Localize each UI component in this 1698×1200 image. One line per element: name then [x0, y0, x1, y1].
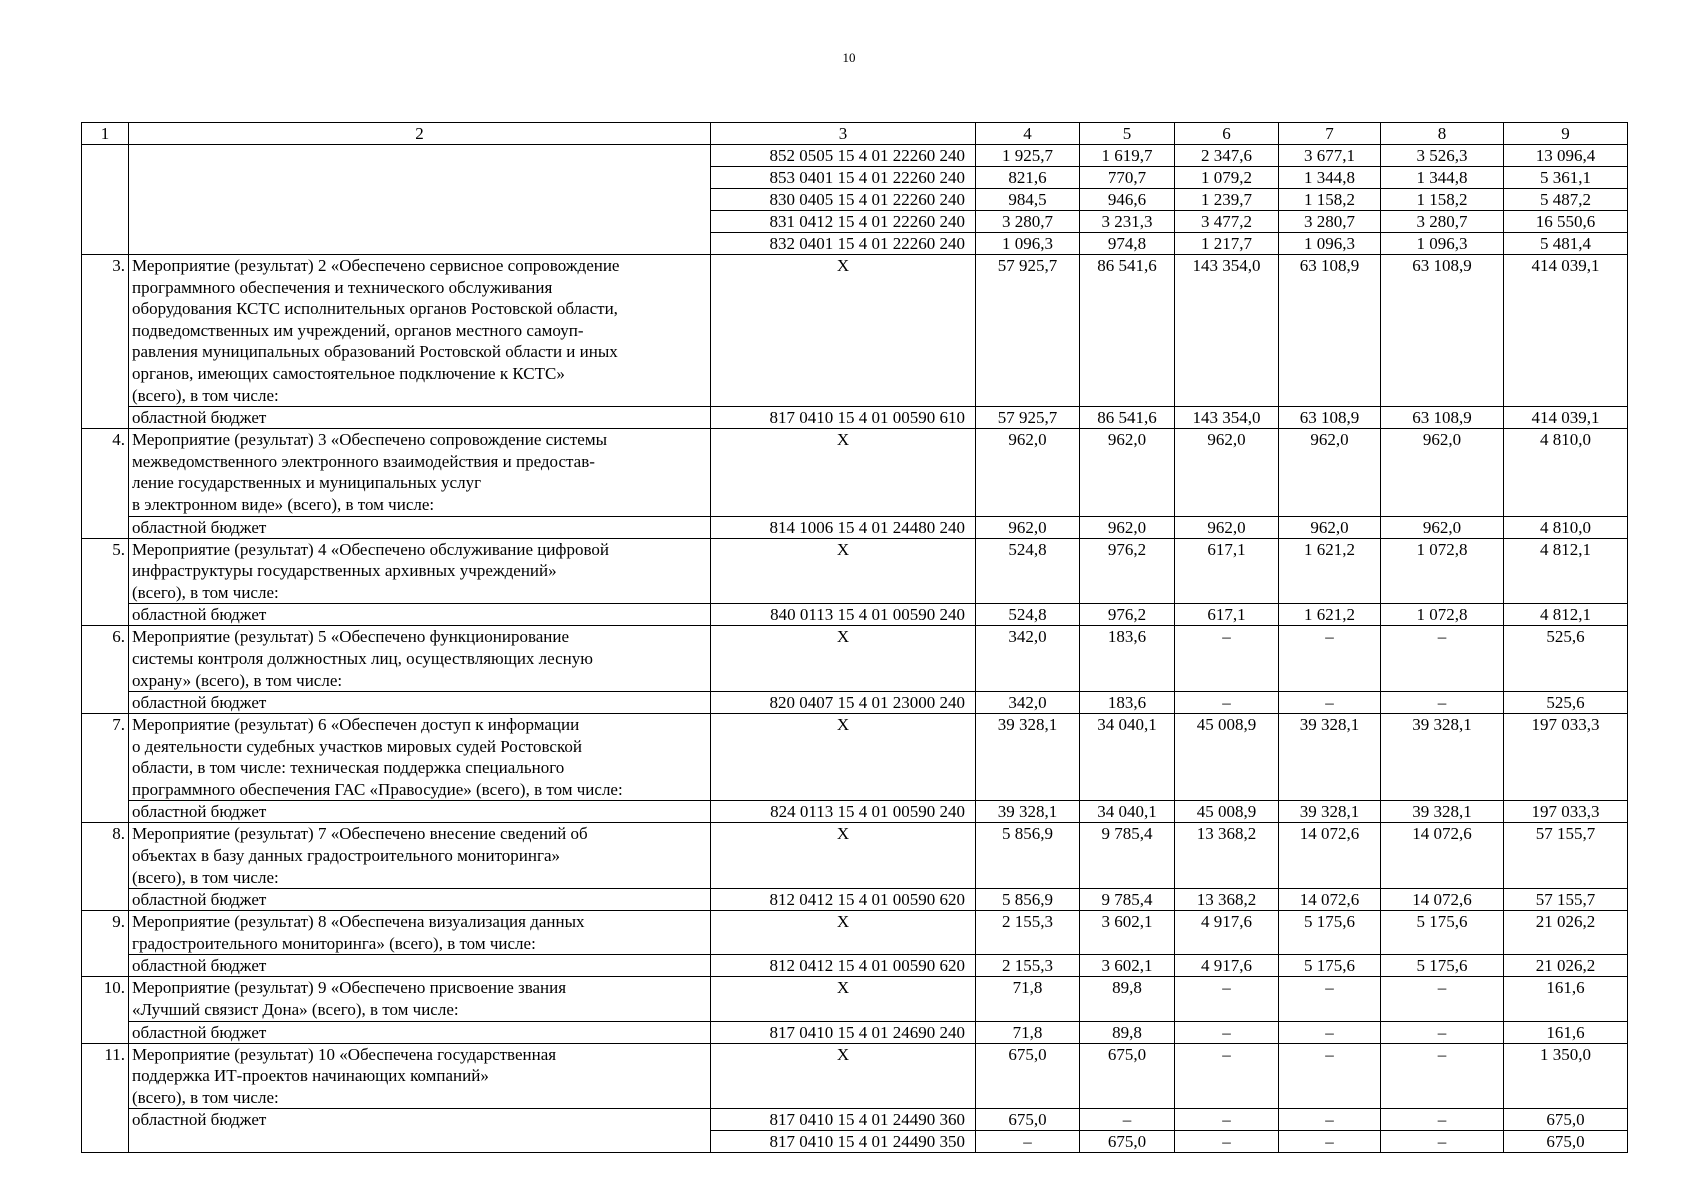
budget-code-cell: 812 0412 15 4 01 00590 620 [711, 889, 976, 911]
budget-code-cell: 840 0113 15 4 01 00590 240 [711, 604, 976, 626]
budget-code-cell: X [711, 823, 976, 889]
budget-code-cell: 814 1006 15 4 01 24480 240 [711, 516, 976, 538]
budget-code-cell: X [711, 429, 976, 516]
value-cell: 14 072,6 [1381, 823, 1504, 889]
value-cell: 1 072,8 [1381, 604, 1504, 626]
value-cell: 86 541,6 [1080, 407, 1175, 429]
value-cell: 4 812,1 [1504, 604, 1628, 626]
value-cell: 21 026,2 [1504, 911, 1628, 955]
value-cell: – [1175, 1131, 1279, 1153]
measure-row [82, 429, 1628, 516]
value-cell: 1 925,7 [976, 145, 1080, 167]
measure-row [82, 714, 1628, 801]
value-cell: 675,0 [1080, 1131, 1175, 1153]
funding-row [82, 516, 1628, 538]
value-cell: – [976, 1131, 1080, 1153]
value-cell: 13 096,4 [1504, 145, 1628, 167]
value-cell: – [1175, 977, 1279, 1021]
measure-title-cell: Мероприятие (результат) 8 «Обеспечена визуализация данных градостроительного мониторинга» (всего), в том числе: [129, 911, 711, 955]
value-cell: 39 328,1 [1381, 801, 1504, 823]
value-cell: 71,8 [976, 1021, 1080, 1043]
header-cell: 6 [1175, 123, 1279, 145]
header-cell: 1 [82, 123, 129, 145]
value-cell: 617,1 [1175, 538, 1279, 604]
row-number-cell: 6. [82, 626, 129, 714]
value-cell: 524,8 [976, 604, 1080, 626]
measure-title-cell: Мероприятие (результат) 10 «Обеспечена государственная поддержка ИТ-проектов начинающих компаний» (всего), в том числе: [129, 1043, 711, 1109]
budget-code-cell: 817 0410 15 4 01 24490 350 [711, 1131, 976, 1153]
value-cell: 414 039,1 [1504, 255, 1628, 407]
value-cell: 1 350,0 [1504, 1043, 1628, 1109]
value-cell: 1 621,2 [1279, 538, 1381, 604]
value-cell: 183,6 [1080, 692, 1175, 714]
value-cell: 2 155,3 [976, 955, 1080, 977]
value-cell: 57 925,7 [976, 407, 1080, 429]
value-cell: 39 328,1 [1279, 801, 1381, 823]
value-cell: 5 481,4 [1504, 233, 1628, 255]
value-cell: – [1175, 626, 1279, 692]
row-number-cell: 9. [82, 911, 129, 977]
measure-row [82, 911, 1628, 955]
budget-code-cell: 830 0405 15 4 01 22260 240 [711, 189, 976, 211]
value-cell: 962,0 [1080, 516, 1175, 538]
value-cell: 13 368,2 [1175, 889, 1279, 911]
value-cell: 9 785,4 [1080, 889, 1175, 911]
value-cell: 14 072,6 [1381, 889, 1504, 911]
value-cell: 89,8 [1080, 977, 1175, 1021]
value-cell: – [1381, 1131, 1504, 1153]
budget-code-cell: 832 0401 15 4 01 22260 240 [711, 233, 976, 255]
value-cell: 3 677,1 [1279, 145, 1381, 167]
value-cell: 3 602,1 [1080, 911, 1175, 955]
measure-title-cell: Мероприятие (результат) 3 «Обеспечено сопровождение системы межведомственного электронного взаимодействия и предостав- ление государственных и муниципальных услуг в электронном виде» (всего), в том числе: [129, 429, 711, 516]
value-cell: 962,0 [1279, 429, 1381, 516]
measure-row [82, 823, 1628, 889]
value-cell: 675,0 [1504, 1109, 1628, 1131]
funding-row [82, 1021, 1628, 1043]
value-cell: 63 108,9 [1381, 255, 1504, 407]
value-cell: 4 917,6 [1175, 911, 1279, 955]
value-cell: 4 810,0 [1504, 429, 1628, 516]
row-number-cell: 8. [82, 823, 129, 911]
row-number-cell: 4. [82, 429, 129, 538]
budget-code-cell: 853 0401 15 4 01 22260 240 [711, 167, 976, 189]
value-cell: 161,6 [1504, 977, 1628, 1021]
value-cell: 34 040,1 [1080, 801, 1175, 823]
value-cell: 9 785,4 [1080, 823, 1175, 889]
value-cell: 1 621,2 [1279, 604, 1381, 626]
budget-code-cell: 820 0407 15 4 01 23000 240 [711, 692, 976, 714]
funding-row [82, 801, 1628, 823]
value-cell: 21 026,2 [1504, 955, 1628, 977]
header-cell: 9 [1504, 123, 1628, 145]
row-number-cell: 7. [82, 714, 129, 823]
value-cell: 946,6 [1080, 189, 1175, 211]
header-cell: 3 [711, 123, 976, 145]
budget-code-cell: X [711, 911, 976, 955]
header-cell: 7 [1279, 123, 1381, 145]
row-number-cell: 11. [82, 1043, 129, 1153]
value-cell: 821,6 [976, 167, 1080, 189]
value-cell: 5 175,6 [1279, 911, 1381, 955]
page-number: 10 [842, 50, 856, 65]
value-cell: 14 072,6 [1279, 889, 1381, 911]
budget-code-cell: 817 0410 15 4 01 24690 240 [711, 1021, 976, 1043]
value-cell: 3 280,7 [1381, 211, 1504, 233]
funding-source-cell: областной бюджет [129, 516, 711, 538]
funding-source-cell: областной бюджет [129, 889, 711, 911]
value-cell: 3 602,1 [1080, 955, 1175, 977]
value-cell: 962,0 [976, 516, 1080, 538]
value-cell: 16 550,6 [1504, 211, 1628, 233]
value-cell: – [1279, 692, 1381, 714]
value-cell: 4 812,1 [1504, 538, 1628, 604]
value-cell: 675,0 [1504, 1131, 1628, 1153]
value-cell: 143 354,0 [1175, 407, 1279, 429]
value-cell: 1 072,8 [1381, 538, 1504, 604]
value-cell: 86 541,6 [1080, 255, 1175, 407]
value-cell: 1 344,8 [1279, 167, 1381, 189]
funding-source-cell: областной бюджет [129, 1021, 711, 1043]
value-cell: 3 526,3 [1381, 145, 1504, 167]
value-cell: – [1279, 1131, 1381, 1153]
funding-row [82, 955, 1628, 977]
value-cell: 5 175,6 [1381, 911, 1504, 955]
measure-title-cell: Мероприятие (результат) 2 «Обеспечено сервисное сопровождение программного обеспечения и технического обслуживания оборудования КСТС исполнительных органов Ростовской области, подведомственных им учреждений, органов местного самоуп- равления муниципальных образований Ростовской области и иных органов, имеющих самостоятельное подключение к КСТС» (всего), в том числе: [129, 255, 711, 407]
measure-title-cell: Мероприятие (результат) 9 «Обеспечено присвоение звания «Лучший связист Дона» (всего), в том числе: [129, 977, 711, 1021]
value-cell: 342,0 [976, 692, 1080, 714]
value-cell: 89,8 [1080, 1021, 1175, 1043]
value-cell: 962,0 [1175, 429, 1279, 516]
value-cell: 39 328,1 [1279, 714, 1381, 801]
header-cell: 8 [1381, 123, 1504, 145]
value-cell: – [1381, 692, 1504, 714]
value-cell: – [1175, 1109, 1279, 1131]
value-cell: 3 280,7 [976, 211, 1080, 233]
value-cell: 1 096,3 [976, 233, 1080, 255]
value-cell: 39 328,1 [976, 714, 1080, 801]
value-cell: 5 487,2 [1504, 189, 1628, 211]
value-cell: – [1175, 1021, 1279, 1043]
value-cell: 5 175,6 [1381, 955, 1504, 977]
value-cell: 524,8 [976, 538, 1080, 604]
value-cell: 3 477,2 [1175, 211, 1279, 233]
funding-source-cell: областной бюджет [129, 407, 711, 429]
value-cell: – [1381, 1109, 1504, 1131]
row-name-cell [129, 145, 711, 255]
budget-code-cell: X [711, 626, 976, 692]
value-cell: 1 158,2 [1279, 189, 1381, 211]
value-cell: 525,6 [1504, 692, 1628, 714]
header-cell: 2 [129, 123, 711, 145]
value-cell: 5 175,6 [1279, 955, 1381, 977]
budget-code-cell: 812 0412 15 4 01 00590 620 [711, 955, 976, 977]
measure-row [82, 977, 1628, 1021]
value-cell: 14 072,6 [1279, 823, 1381, 889]
value-cell: – [1381, 977, 1504, 1021]
value-cell: 57 155,7 [1504, 889, 1628, 911]
value-cell: 675,0 [1080, 1043, 1175, 1109]
value-cell: – [1080, 1109, 1175, 1131]
value-cell: 1 079,2 [1175, 167, 1279, 189]
value-cell: 962,0 [1175, 516, 1279, 538]
value-cell: 675,0 [976, 1109, 1080, 1131]
value-cell: 39 328,1 [1381, 714, 1504, 801]
value-cell: 1 239,7 [1175, 189, 1279, 211]
value-cell: 2 155,3 [976, 911, 1080, 955]
value-cell: – [1279, 626, 1381, 692]
funding-source-cell: областной бюджет [129, 604, 711, 626]
value-cell: 63 108,9 [1279, 407, 1381, 429]
budget-code-cell: X [711, 977, 976, 1021]
value-cell: 1 158,2 [1381, 189, 1504, 211]
measure-row [82, 1043, 1628, 1109]
value-cell: 976,2 [1080, 604, 1175, 626]
value-cell: 962,0 [976, 429, 1080, 516]
value-cell: 342,0 [976, 626, 1080, 692]
value-cell: – [1381, 626, 1504, 692]
value-cell: 197 033,3 [1504, 801, 1628, 823]
value-cell: 34 040,1 [1080, 714, 1175, 801]
value-cell: 4 917,6 [1175, 955, 1279, 977]
value-cell: – [1175, 1043, 1279, 1109]
value-cell: 1 096,3 [1279, 233, 1381, 255]
value-cell: – [1279, 977, 1381, 1021]
budget-code-cell: X [711, 255, 976, 407]
value-cell: 525,6 [1504, 626, 1628, 692]
value-cell: 1 217,7 [1175, 233, 1279, 255]
value-cell: 71,8 [976, 977, 1080, 1021]
value-cell: – [1175, 692, 1279, 714]
value-cell: – [1381, 1021, 1504, 1043]
value-cell: 45 008,9 [1175, 714, 1279, 801]
value-cell: 13 368,2 [1175, 823, 1279, 889]
budget-code-cell: X [711, 1043, 976, 1109]
funding-source-cell: областной бюджет [129, 1109, 711, 1153]
value-cell: 57 925,7 [976, 255, 1080, 407]
value-cell: 414 039,1 [1504, 407, 1628, 429]
value-cell: 962,0 [1381, 429, 1504, 516]
value-cell: 143 354,0 [1175, 255, 1279, 407]
value-cell: 63 108,9 [1381, 407, 1504, 429]
funding-source-cell: областной бюджет [129, 692, 711, 714]
budget-code-cell: 817 0410 15 4 01 00590 610 [711, 407, 976, 429]
value-cell: 63 108,9 [1279, 255, 1381, 407]
value-cell: 617,1 [1175, 604, 1279, 626]
value-cell: 39 328,1 [976, 801, 1080, 823]
funding-row [82, 889, 1628, 911]
value-cell: – [1279, 1043, 1381, 1109]
value-cell: 3 280,7 [1279, 211, 1381, 233]
row-number-cell: 5. [82, 538, 129, 626]
row-number-cell [82, 145, 129, 255]
budget-table [81, 122, 1628, 1153]
value-cell: 2 347,6 [1175, 145, 1279, 167]
row-number-cell: 10. [82, 977, 129, 1043]
header-cell: 5 [1080, 123, 1175, 145]
value-cell: 1 619,7 [1080, 145, 1175, 167]
measure-title-cell: Мероприятие (результат) 7 «Обеспечено внесение сведений об объектах в базу данных градостроительного мониторинга» (всего), в том числе: [129, 823, 711, 889]
value-cell: 962,0 [1080, 429, 1175, 516]
value-cell: 5 856,9 [976, 889, 1080, 911]
value-cell: 45 008,9 [1175, 801, 1279, 823]
measure-row [82, 626, 1628, 692]
value-cell: 962,0 [1279, 516, 1381, 538]
value-cell: 4 810,0 [1504, 516, 1628, 538]
value-cell: 962,0 [1381, 516, 1504, 538]
measure-title-cell: Мероприятие (результат) 5 «Обеспечено функционирование системы контроля должностных лиц, осуществляющих лесную охрану» (всего), в том числе: [129, 626, 711, 692]
value-cell: 974,8 [1080, 233, 1175, 255]
budget-code-cell: X [711, 714, 976, 801]
table-row [82, 145, 1628, 167]
budget-code-cell: 817 0410 15 4 01 24490 360 [711, 1109, 976, 1131]
value-cell: – [1381, 1043, 1504, 1109]
value-cell: 183,6 [1080, 626, 1175, 692]
value-cell: 57 155,7 [1504, 823, 1628, 889]
funding-row [82, 692, 1628, 714]
value-cell: – [1279, 1021, 1381, 1043]
funding-source-cell: областной бюджет [129, 801, 711, 823]
value-cell: 976,2 [1080, 538, 1175, 604]
budget-code-cell: 824 0113 15 4 01 00590 240 [711, 801, 976, 823]
value-cell: 770,7 [1080, 167, 1175, 189]
funding-source-cell: областной бюджет [129, 955, 711, 977]
value-cell: 1 344,8 [1381, 167, 1504, 189]
value-cell: 161,6 [1504, 1021, 1628, 1043]
measure-row [82, 538, 1628, 604]
value-cell: 1 096,3 [1381, 233, 1504, 255]
row-number-cell: 3. [82, 255, 129, 429]
value-cell: 984,5 [976, 189, 1080, 211]
value-cell: 197 033,3 [1504, 714, 1628, 801]
header-row [82, 123, 1628, 145]
header-cell: 4 [976, 123, 1080, 145]
value-cell: 5 856,9 [976, 823, 1080, 889]
measure-row [82, 255, 1628, 407]
budget-code-cell: 852 0505 15 4 01 22260 240 [711, 145, 976, 167]
funding-row [82, 1109, 1628, 1131]
measure-title-cell: Мероприятие (результат) 6 «Обеспечен доступ к информации о деятельности судебных участков мировых судей Ростовской области, в том числе: техническая поддержка специального программного обеспечения ГАС «Правосудие» (всего), в том числе: [129, 714, 711, 801]
budget-code-cell: X [711, 538, 976, 604]
measure-title-cell: Мероприятие (результат) 4 «Обеспечено обслуживание цифровой инфраструктуры государственных архивных учреждений» (всего), в том числе: [129, 538, 711, 604]
budget-code-cell: 831 0412 15 4 01 22260 240 [711, 211, 976, 233]
value-cell: 5 361,1 [1504, 167, 1628, 189]
funding-row [82, 604, 1628, 626]
value-cell: 3 231,3 [1080, 211, 1175, 233]
funding-row [82, 407, 1628, 429]
value-cell: – [1279, 1109, 1381, 1131]
value-cell: 675,0 [976, 1043, 1080, 1109]
